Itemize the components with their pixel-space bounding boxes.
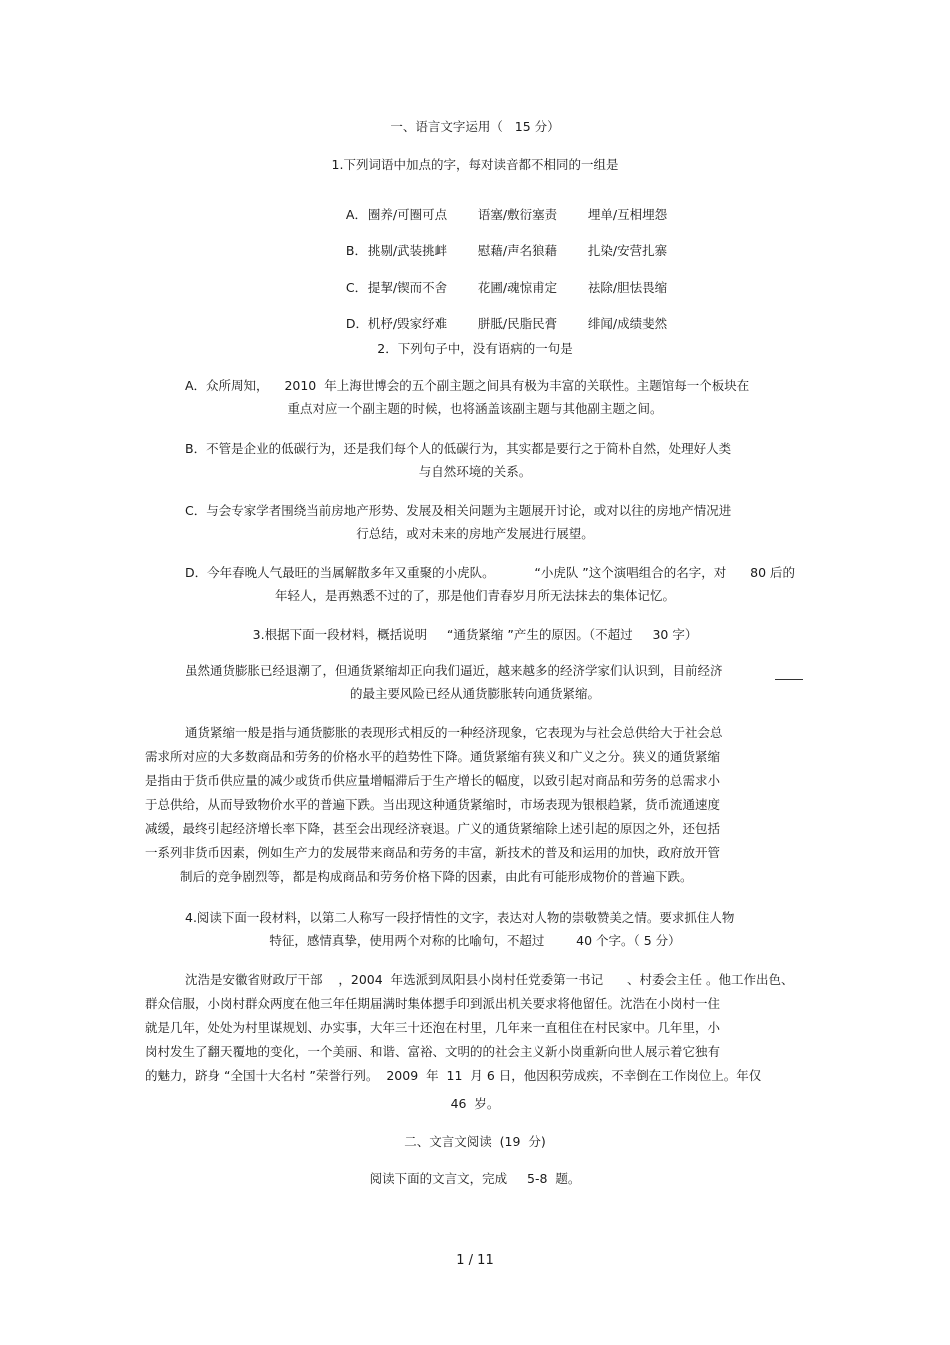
section-2-intro: 阅读下面的文言文，完成 5-8 题。 — [369, 1171, 581, 1186]
q3-intro-line2: 的最主要风险已经从通货膨胀转向通货紧缩。 — [349, 686, 600, 701]
q4-passage-line: 群众信服，小岗村群众两度在他三年任期届满时集体摁手印到派出机关要求将他留任。沈浩在小岗村一住 — [145, 996, 721, 1011]
q2-option-d-line2: 年轻人，是再熟悉不过的了，那是他们青春岁月所无法抹去的集体记忆。 — [274, 588, 675, 603]
section-1-title: 一、语言文字运用（ 15 分） — [390, 119, 560, 134]
q4-passage-line: 46 岁。 — [450, 1096, 500, 1111]
q2-option-c-line2: 行总结，或对未来的房地产发展进行展望。 — [356, 526, 594, 541]
q4-passage-line: 就是几年，处处为村里谋规划、办实事，大年三十还泡在村里，几年来一直租住在村民家中。几年里，小 — [145, 1020, 721, 1035]
q2-option-b-line2: 与自然环境的关系。 — [418, 464, 532, 479]
answer-blank-line — [775, 679, 803, 680]
q2-option-d-line1: D．今年春晚人气最旺的当属解散多年又重聚的小虎队。 “小虎队 ”这个演唱组合的名字，对 80 后的 — [185, 565, 796, 580]
page-number: 1 / 11 — [456, 1253, 494, 1268]
q1-option-c: C．提挈/锲而不舍 花圃/魂惊甫定 祛除/胆怯畏缩 — [345, 279, 668, 295]
q2-option-a-line2: 重点对应一个副主题的时候，也将涵盖该副主题与其他副主题之间。 — [287, 401, 663, 416]
q4-passage-line: 沈浩是安徽省财政厅干部 ，2004 年选派到凤阳县小岗村任党委第一书记 、村委会主任 。他工作出色、 — [185, 972, 794, 987]
q4-stem-line1: 4.阅读下面一段材料，以第二人称写一段抒情性的文字，表达对人物的崇敬赞美之情。要求抓住人物 — [185, 910, 735, 925]
q3-stem: 3.根据下面一段材料，概括说明 “通货紧缩 ”产生的原因。（不超过 30 字） — [252, 627, 698, 642]
q1-stem: 1.下列词语中加点的字，每对读音都不相同的一组是 — [331, 157, 619, 172]
q3-passage-line: 制后的竞争剧烈等，都是构成商品和劳务价格下降的因素，由此有可能形成物价的普遍下跌。 — [180, 869, 693, 884]
q4-passage-line: 岗村发生了翻天覆地的变化，一个美丽、和谐、富裕、文明的的社会主义新小岗重新向世人展示着它独有 — [145, 1044, 721, 1059]
q2-option-c-line1: C．与会专家学者围绕当前房地产形势、发展及相关问题为主题展开讨论，或对以往的房地产情况进 — [185, 503, 732, 518]
q3-passage-line: 减缓，最终引起经济增长率下降，甚至会出现经济衰退。广义的通货紧缩除上述引起的原因之外，还包括 — [145, 821, 721, 836]
q3-passage-line: 是指由于货币供应量的减少或货币供应量增幅滞后于生产增长的幅度，以致引起对商品和劳务的总需求小 — [145, 773, 721, 788]
q3-passage-line: 需求所对应的大多数商品和劳务的价格水平的趋势性下降。通货紧缩有狭义和广义之分。狭义的通货紧缩 — [145, 749, 721, 764]
q1-option-d: D．机杼/毁家纾难 胼胝/民脂民膏 绯闻/成绩斐然 — [345, 315, 668, 331]
q1-option-a: A．圈养/可圈可点 语塞/敷衍塞责 埋单/互相埋怨 — [345, 206, 668, 222]
section-2-title: 二、文言文阅读 (19 分) — [404, 1134, 546, 1149]
q3-passage-line: 于总供给，从而导致物价水平的普遍下跌。当出现这种通货紧缩时，市场表现为银根趋紧，货币流通速度 — [145, 797, 721, 812]
q3-passage-line: 通货紧缩一般是指与通货膨胀的表现形式相反的一种经济现象，它表现为与社会总供给大于社会总 — [185, 725, 723, 740]
q2-stem: 2．下列句子中，没有语病的一句是 — [377, 341, 573, 356]
q1-option-b: B．挑剔/武装挑衅 慰藉/声名狼藉 扎染/安营扎寨 — [345, 242, 668, 258]
q3-passage-line: 一系列非货币因素，例如生产力的发展带来商品和劳务的丰富，新技术的普及和运用的加快，政府放开管 — [145, 845, 721, 860]
q2-option-b-line1: B．不管是企业的低碳行为，还是我们每个人的低碳行为，其实都是要行之于简朴自然，处理好人类 — [185, 441, 732, 456]
q4-passage-line: 的魅力，跻身 “全国十大名村 ”荣誉行列。 2009 年 11 月 6 日，他因积劳成疾，不幸倒在工作岗位上。年仅 — [145, 1068, 762, 1083]
q3-intro-line1: 虽然通货膨胀已经退潮了，但通货紧缩却正向我们逼近，越来越多的经济学家们认识到，目前经济 — [185, 663, 723, 678]
q4-stem-line2: 特征，感情真挚，使用两个对称的比喻句，不超过 40 个字。（ 5 分） — [269, 933, 681, 948]
q2-option-a-line1: A．众所周知， 2010 年上海世博会的五个副主题之间具有极为丰富的关联性。主题馆每一个板块在 — [185, 378, 750, 393]
